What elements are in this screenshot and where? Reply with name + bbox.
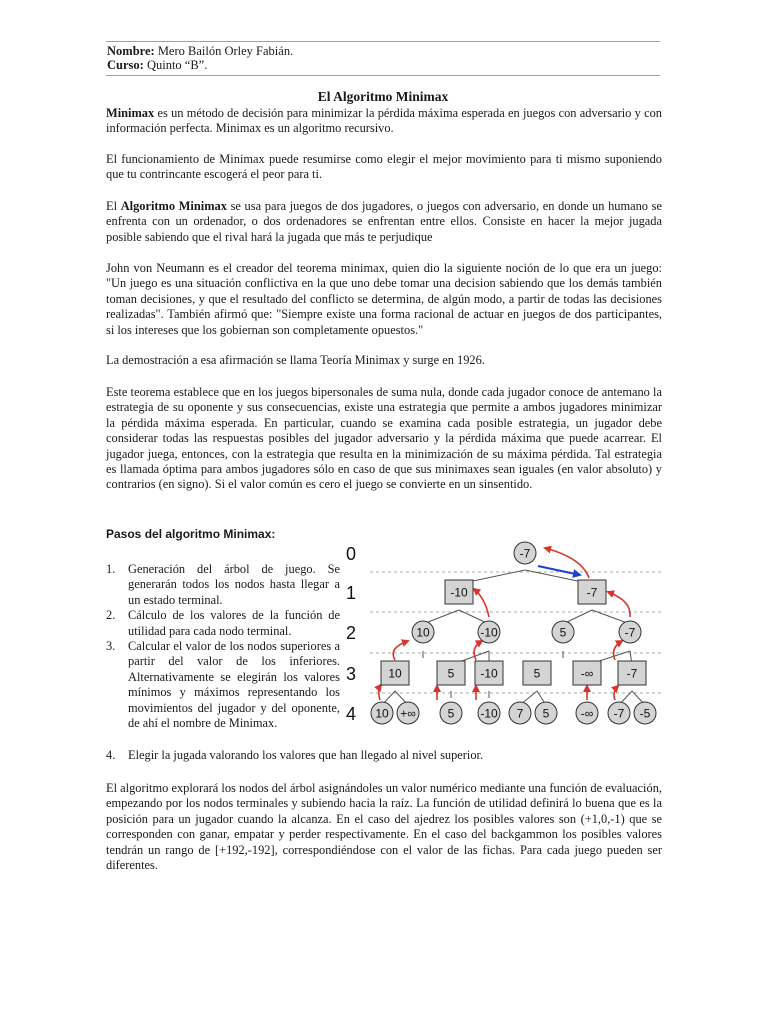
propagation-arrow bbox=[393, 641, 408, 660]
level-label: 4 bbox=[346, 704, 357, 724]
paragraph-3-pre: El bbox=[106, 199, 121, 213]
minimax-bold: Minimax bbox=[106, 106, 155, 120]
propagation-arrow bbox=[474, 589, 489, 617]
propagation-arrow bbox=[608, 592, 630, 617]
step-text: Calcular el valor de los nodos superiores a partir del valor de los inferiores. Alternativamente se elegirán los valores mínimos y máximos representando los movimientos del jugador y del oponente, de ahí el nombre de Minimax. bbox=[128, 639, 340, 731]
paragraph-7: El algoritmo explorará los nodos del árbol asignándoles un valor numérico mediante una función de evaluación, empezando por los nodos terminales y subiendo hacia la raíz. La función de utilidad definirá lo buena que es la posición para un jugador cuando la alcanza. En el caso del ajedrez los posibles valores son (+1,0,-1) que se corresponden con ganar, empatar y perder respectivamente. En el caso del backgammon los posibles valores tendrán un rango de [+192,-192], correspondiéndose con el valor de las fichas. Para cada juego pueden ser diferentes. bbox=[106, 781, 662, 873]
paragraph-2: El funcionamiento de Minimax puede resumirse como elegir el mejor movimiento para ti mismo suponiendo que tu contrincante escogerá el peor para ti. bbox=[106, 152, 662, 182]
tree-node-value: 5 bbox=[447, 706, 455, 721]
level-label: 2 bbox=[346, 623, 357, 643]
name-value: Mero Bailón Orley Fabián. bbox=[154, 44, 294, 58]
tree-node-value: +∞ bbox=[400, 706, 416, 721]
step-number: 1. bbox=[106, 562, 116, 576]
page-title: El Algoritmo Minimax bbox=[317, 89, 449, 104]
propagation-arrow bbox=[614, 641, 622, 660]
tree-node-value: -10 bbox=[450, 585, 468, 600]
propagation-arrow bbox=[545, 548, 589, 578]
tree-node-value: 5 bbox=[559, 625, 567, 640]
paragraph-5: La demostración a esa afirmación se llama Teoría Minimax y surge en 1926. bbox=[106, 353, 485, 367]
name-label: Nombre: bbox=[107, 44, 155, 58]
course-value: Quinto “B”. bbox=[143, 58, 208, 72]
algoritmo-minimax-bold: Algoritmo Minimax bbox=[120, 199, 227, 213]
level-label: 1 bbox=[346, 583, 357, 603]
tree-node-value: 5 bbox=[542, 706, 550, 721]
tree-node-value: -7 bbox=[613, 706, 625, 721]
step-text: Elegir la jugada valorando los valores que han llegado al nivel superior. bbox=[128, 748, 484, 762]
tree-node-value: -7 bbox=[624, 625, 636, 640]
paragraph-6: Este teorema establece que en los juegos bipersonales de suma nula, donde cada jugador conoce de antemano la estrategia de su oponente y sus consecuencias, existe una estrategia que permite a ambos jugadores minimizar la pérdida máxima esperada. En particular, cuando se examina cada posible estrategia, un jugador debe considerar todas las respuestas posibles del jugador adversario y la pérdida máxima que puede acarrear. El jugador juega, entonces, con la estrategia que resulta en la minimización de su máxima pérdida. Tal estrategia es llamada óptima para ambos jugadores sólo en caso de que sus minimaxes sean iguales (en valor absoluto) y contrarios (en signo). Si el valor común es cero el juego se convierte en un sinsentido. bbox=[106, 385, 662, 492]
tree-node-value: -∞ bbox=[580, 706, 594, 721]
tree-node-value: 5 bbox=[447, 666, 455, 681]
step-text: Generación del árbol de juego. Se generarán todos los nodos hasta llegar a un estado terminal. bbox=[128, 562, 340, 607]
tree-node-value: -∞ bbox=[580, 666, 594, 681]
step-number: 4. bbox=[106, 748, 116, 762]
course-label: Curso: bbox=[107, 58, 144, 72]
tree-node-value: -7 bbox=[586, 585, 598, 600]
propagation-arrow bbox=[379, 685, 381, 700]
tree-node-value: -7 bbox=[626, 666, 638, 681]
tree-node-value: -5 bbox=[639, 706, 651, 721]
paragraph-3-text: se usa para juegos de dos jugadores, o juegos con adversario, en donde un humano se enfrenta con un ordenador, o dos ordenadores se enfrentan entre ellos. Consiste en hacer la mejor jugada posible sabiendo que el rival hará la jugada que más te perjudique bbox=[106, 199, 662, 244]
tree-node-value: 10 bbox=[388, 666, 402, 681]
tree-node-value: 7 bbox=[516, 706, 524, 721]
tree-node-value: -10 bbox=[480, 706, 498, 721]
tree-node-value: 10 bbox=[416, 625, 430, 640]
propagation-arrow bbox=[474, 641, 482, 660]
level-labels bbox=[346, 544, 356, 724]
tree-node-value: -7 bbox=[519, 546, 531, 561]
tree-node-value: -10 bbox=[480, 666, 498, 681]
steps-title: Pasos del algoritmo Minimax: bbox=[106, 527, 276, 541]
step-number: 2. bbox=[106, 608, 116, 623]
tree-nodes bbox=[371, 542, 656, 724]
level-label: 3 bbox=[346, 664, 357, 684]
tree-node-value: 5 bbox=[533, 666, 541, 681]
tree-node-value: 10 bbox=[375, 706, 389, 721]
tree-node-value: -10 bbox=[480, 625, 498, 640]
step-text: Cálculo de los valores de la función de utilidad para cada nodo terminal. bbox=[128, 608, 340, 638]
step-number: 3. bbox=[106, 639, 116, 654]
paragraph-4: John von Neumann es el creador del teorema minimax, quien dio la siguiente noción de lo que era un juego: "Un juego es una situación conflictiva en la que uno debe tomar una decision sabiendo que los demás también toman decisiones, y que el resultado del conflicto se determina, de algún modo, a partir de todas las decisiones realizadas". También afirmó que: "Siempre existe una forma racional de actuar en juegos de dos participantes, si los intereses que los gobiernan son completamente opuestos." bbox=[106, 261, 662, 337]
paragraph-1-text: es un método de decisión para minimizar la pérdida máxima esperada en juegos con adversario y con información perfecta. Minimax es un algoritmo recursivo. bbox=[106, 106, 662, 136]
level-label: 0 bbox=[346, 544, 357, 564]
